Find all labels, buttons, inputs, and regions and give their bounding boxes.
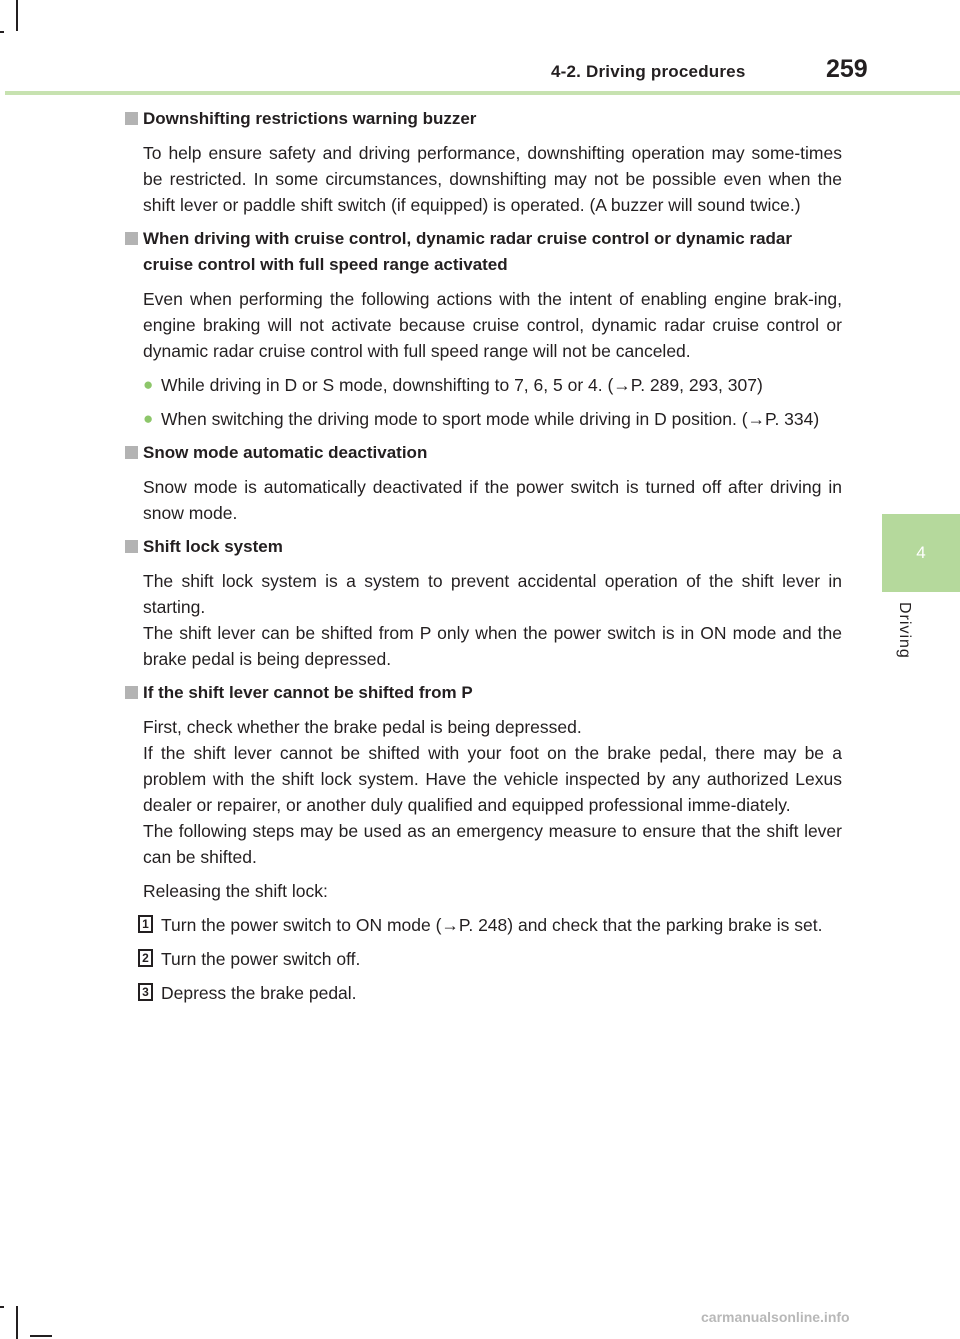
- page-content: [124, 106, 842, 1014]
- paragraph-line: First, check whether the brake pedal is being depressed.: [143, 717, 582, 737]
- step-number-badge: 3: [138, 983, 153, 1001]
- step-item: 3 Depress the brake pedal.: [143, 980, 842, 1006]
- bullet-dot-icon: ●: [143, 375, 154, 394]
- heading-square-icon: [125, 112, 138, 125]
- body-paragraph: To help ensure safety and driving performance, downshifting operation may some-times be restricted. In some circumstances, downshifting may not be possible even when the shift lever or paddle shift switch (if equipped) is operated. (A buzzer will sound twice.): [143, 143, 842, 215]
- body-paragraph: [143, 568, 842, 672]
- heading-square-icon: [125, 540, 138, 553]
- heading-square-icon: [125, 446, 138, 459]
- paragraph-line: The following steps may be used as an emergency measure to ensure that the shift lever can be shifted.: [143, 821, 842, 867]
- crop-mark-bottom-left-line: [30, 1335, 52, 1337]
- step-number-badge: 2: [138, 949, 153, 967]
- section-heading: Downshifting restrictions warning buzzer: [124, 106, 842, 132]
- section-heading: Shift lock system: [124, 534, 842, 560]
- paragraph-line: The shift lock system is a system to prevent accidental operation of the shift lever in starting.: [143, 571, 842, 617]
- header-rule: [5, 91, 960, 95]
- body-paragraph: Even when performing the following actions with the intent of enabling engine brak-ing, engine braking will not activate because cruise control, dynamic radar cruise control or dynamic radar cruise control with full speed range will not be canceled.: [143, 289, 842, 361]
- crop-mark-top-left-horizontal: [0, 31, 4, 33]
- step-item: 2 Turn the power switch off.: [143, 946, 842, 972]
- chapter-tab: [882, 514, 960, 592]
- heading-square-icon: [125, 686, 138, 699]
- bullet-dot-icon: ●: [143, 409, 154, 428]
- crop-mark-bottom-left-horizontal: [0, 1306, 4, 1308]
- section-heading: When driving with cruise control, dynamic radar cruise control or dynamic radar cruise control with full speed range activated: [124, 226, 842, 278]
- body-paragraph: [143, 714, 842, 870]
- chapter-tab-label: Driving: [896, 602, 913, 659]
- running-header-section: 4-2. Driving procedures: [551, 62, 746, 81]
- crop-mark-top-left-vertical: [16, 0, 18, 31]
- watermark: carmanualsonline.info: [701, 1309, 850, 1325]
- body-paragraph: Releasing the shift lock:: [143, 881, 328, 901]
- paragraph-line: If the shift lever cannot be shifted with your foot on the brake pedal, there may be a problem with the shift lock system. Have the vehicle inspected by any authorized Lexus dealer or repairer, or another duly qualified and equipped professional imme-diately.: [143, 743, 842, 815]
- chapter-tab-number: 4: [916, 543, 926, 562]
- heading-square-icon: [125, 232, 138, 245]
- page-number: 259: [826, 55, 868, 83]
- crop-mark-bottom-left-vertical: [16, 1306, 18, 1339]
- bullet-item: ● While driving in D or S mode, downshifting to 7, 6, 5 or 4. (→P. 289, 293, 307): [143, 372, 842, 398]
- bullet-item: ● When switching the driving mode to sport mode while driving in D position. (→P. 334): [143, 406, 842, 432]
- section-heading: Snow mode automatic deactivation: [124, 440, 842, 466]
- body-paragraph: Snow mode is automatically deactivated if the power switch is turned off after driving in snow mode.: [143, 477, 842, 523]
- paragraph-line: The shift lever can be shifted from P only when the power switch is in ON mode and the brake pedal is being depressed.: [143, 623, 842, 669]
- section-heading: If the shift lever cannot be shifted from P: [124, 680, 842, 706]
- step-item: 1 Turn the power switch to ON mode (→P. 248) and check that the parking brake is set.: [143, 912, 842, 938]
- step-number-badge: 1: [138, 915, 153, 933]
